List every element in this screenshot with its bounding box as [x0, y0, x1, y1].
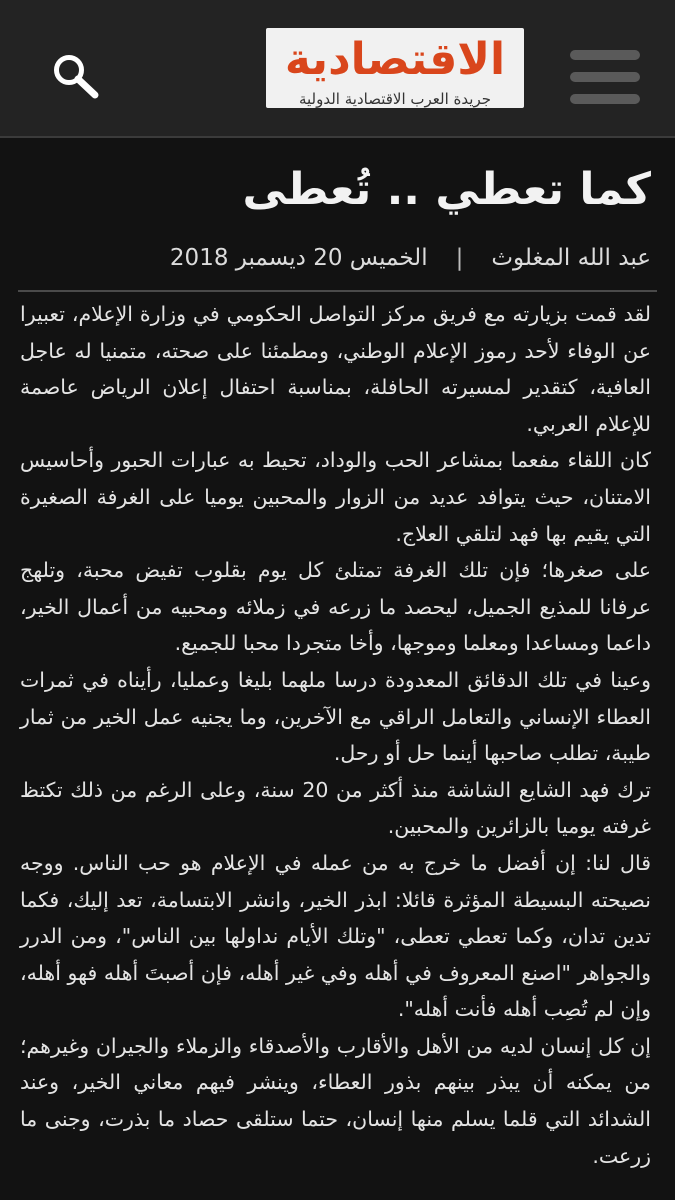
article-paragraph: إن كل إنسان لديه من الأهل والأقارب والأصدقاء والزملاء والجيران وغيرهم؛ من يمكنه أن يبذر بينهم بذور العطاء، وينشر فيهم معاني الخير، وعند الشدائد التي قلما يسلم منها إنسان، حتما ستلقى حصاد ما بذرت، وجنى ما زرعت. [20, 1033, 651, 1168]
article-meta [20, 240, 651, 276]
meta-separator: | [455, 245, 464, 271]
article-author[interactable]: عبد الله المغلوث [491, 245, 651, 271]
article-paragraph: لقد قمت بزيارته مع فريق مركز التواصل الحكومي في وزارة الإعلام، تعبيرا عن الوفاء لأحد رموز الإعلام الوطني، ومطمئنا على صحته، متمنيا له عاجل العافية، كتقدير لمسيرته الحافلة، بمناسبة احتفال إعلان الرياض عاصمة للإعلام العربي. [20, 302, 651, 436]
site-header [0, 0, 675, 138]
article-paragraph: كان اللقاء مفعما بمشاعر الحب والوداد، تحيط به عبارات الحبور وأحاسيس الامتنان، حيث يتوافد عديد من الزوار والمحبين يوميا على الغرفة الصغيرة التي يقيم بها فهد لتلقي العلاج. [20, 448, 651, 546]
article-paragraph: وعينا في تلك الدقائق المعدودة درسا ملهما بليغا وعمليا، رأيناه في ثمرات العطاء الإنساني والتعامل الراقي مع الآخرين، وما يجنيه عمل الخير من ثمار طيبة، تطلب صاحبها أينما حل أو رحل. [20, 667, 651, 766]
article-paragraph: على صغرها؛ فإن تلك الغرفة تمتلئ كل يوم بقلوب تفيض محبة، وتلهج عرفانا للمذيع الجميل، ليحصد ما زرعه في زملائه ومحبيه من أعمال الخير، داعما ومساعدا ومعلما وموجها، وأخا متجردا محبا للجميع. [20, 558, 651, 656]
site-logo[interactable] [266, 28, 524, 108]
article-paragraph: ترك فهد الشايع الشاشة منذ أكثر من 20 سنة، وعلى الرغم من ذلك تكتظ غرفته يوميا بالزائرين والمحبين. [20, 777, 651, 839]
divider [18, 290, 657, 292]
logo-subtitle: جريدة العرب الاقتصادية الدولية [298, 90, 492, 108]
article-date: الخميس 20 ديسمبر 2018 [169, 245, 428, 271]
search-icon [50, 52, 102, 100]
search-button[interactable] [50, 52, 102, 100]
article-body [20, 296, 651, 1174]
menu-button[interactable] [570, 50, 640, 104]
article-title: كما تعطي .. تُعطى [242, 164, 651, 215]
hamburger-menu-icon-line-3 [570, 94, 640, 104]
logo-title: الاقتصادية [284, 34, 506, 85]
hamburger-menu-icon-line-2 [570, 72, 640, 82]
article-paragraph: قال لنا: إن أفضل ما خرج به من عمله في الإعلام هو حب الناس. ووجه نصيحته البسيطة المؤثرة قائلا: ابذر الخير، وانشر الابتسامة، تعد إليك، فكما تدين تدان، وكما تعطي تعطى، "وتلك الأيام نداولها بين الناس"، ومن الدرر والجواهر "اصنع المعروف في أهله وفي غير أهله، فإن أصبتَ أهله فهو أهله، وإن لم تُصِب أهله فأنت أهله". [20, 850, 651, 1022]
hamburger-menu-icon [570, 50, 640, 60]
